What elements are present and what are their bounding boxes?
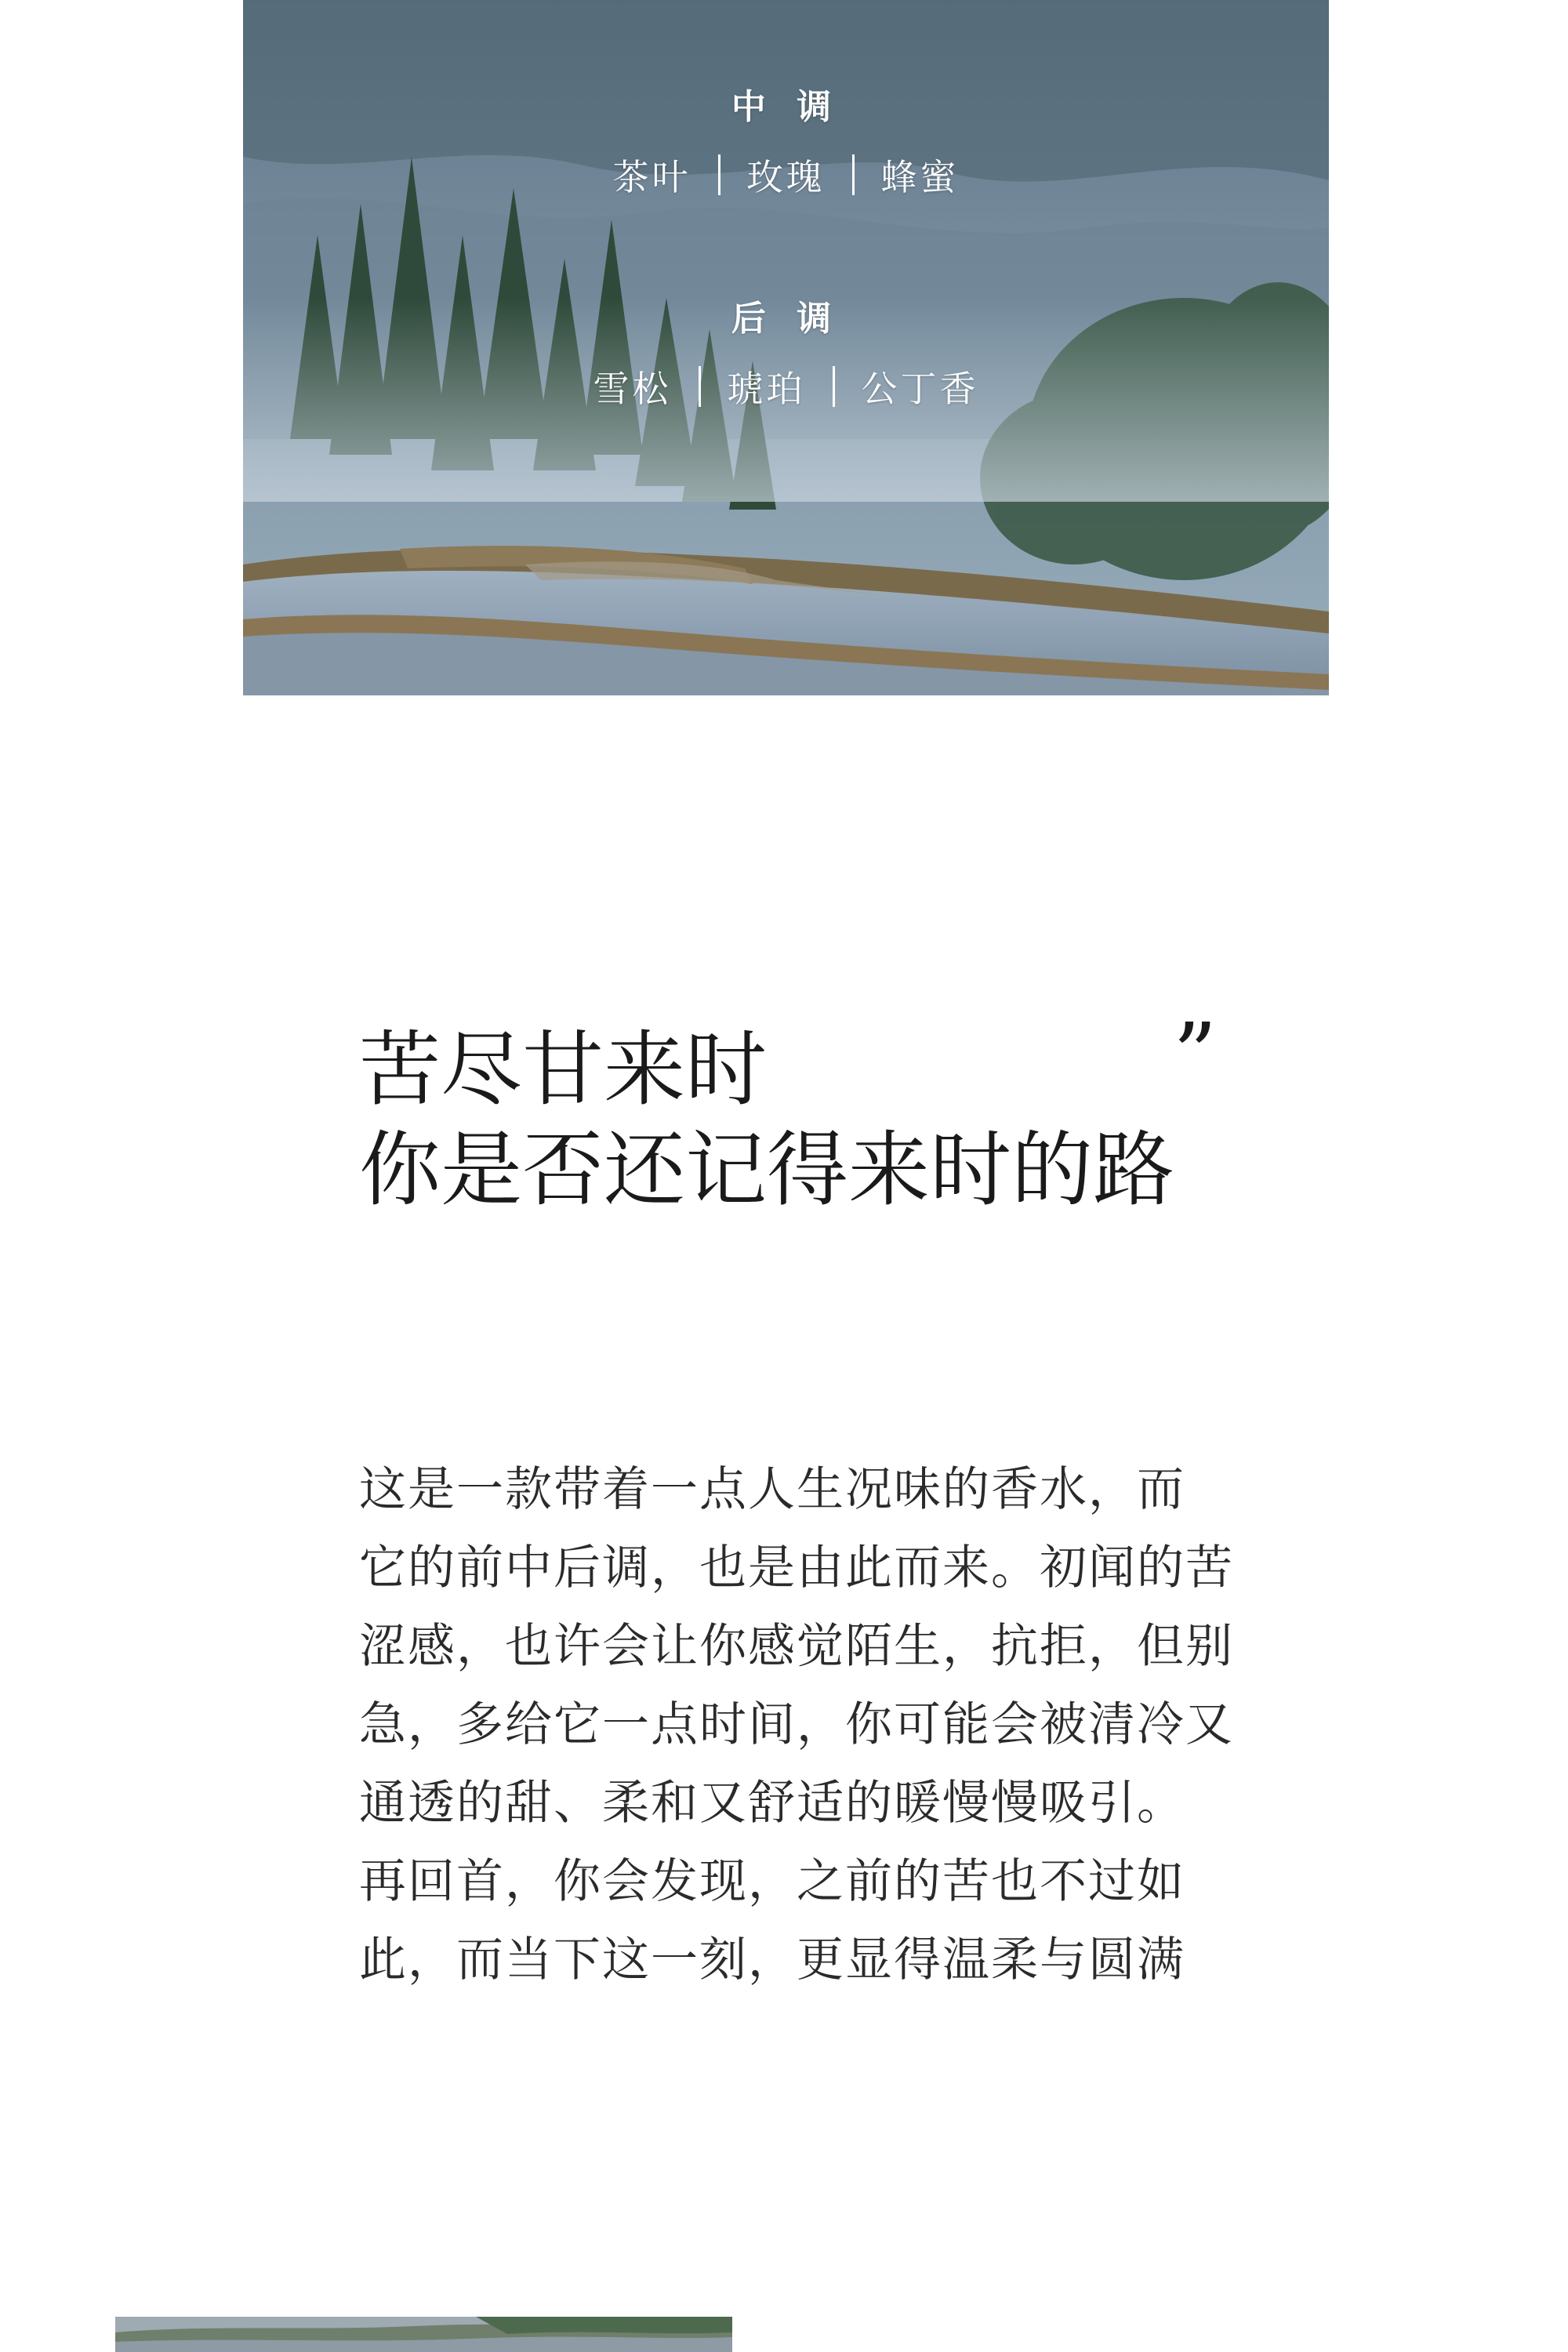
description-paragraph: [359, 1450, 1234, 1999]
paragraph-line: 通透的甜、柔和又舒适的暖慢慢吸引。: [359, 1776, 1185, 1831]
note-item: 蜂蜜: [880, 156, 960, 198]
quote-line: 你是否还记得来时的路: [359, 1122, 1175, 1218]
base-notes-title: 后 调: [731, 299, 841, 339]
hero-image: [243, 0, 1329, 695]
paragraph-line: 它的前中后调，也是由此而来。初闻的苦: [359, 1541, 1234, 1595]
note-item: 雪松: [593, 368, 672, 410]
paragraph-line: 此，而当下这一刻，更显得温柔与圆满: [359, 1933, 1185, 1987]
paragraph-line: 涩感，也许会让你感觉陌生，抗拒，但别: [359, 1619, 1234, 1674]
note-item: 玫瑰: [746, 156, 826, 198]
closing-quote-mark: ”: [1173, 1004, 1218, 1105]
paragraph-line: 急，多给它一点时间，你可能会被清冷又: [359, 1697, 1234, 1752]
paragraph-line: 这是一款带着一点人生况味的香水，而: [359, 1462, 1185, 1517]
divider: [833, 366, 835, 407]
landscape-photo-graphic: [115, 2317, 732, 2352]
middle-notes: [243, 78, 1329, 201]
divider: [718, 154, 720, 195]
divider: [852, 154, 855, 195]
middle-notes-title: 中 调: [731, 87, 841, 127]
quote-line: 苦尽甘来时: [359, 1022, 768, 1117]
quote-heading: [359, 1019, 1221, 1220]
note-item: 茶叶: [612, 156, 691, 198]
base-notes: [243, 290, 1329, 412]
divider: [699, 366, 701, 407]
middle-notes-list: [243, 149, 1329, 201]
paragraph-line: 再回首，你会发现，之前的苦也不过如: [359, 1854, 1185, 1909]
note-item: 公丁香: [861, 368, 979, 410]
base-notes-list: [243, 361, 1329, 412]
note-item: 琥珀: [727, 368, 806, 410]
landscape-photo: [115, 2317, 732, 2352]
